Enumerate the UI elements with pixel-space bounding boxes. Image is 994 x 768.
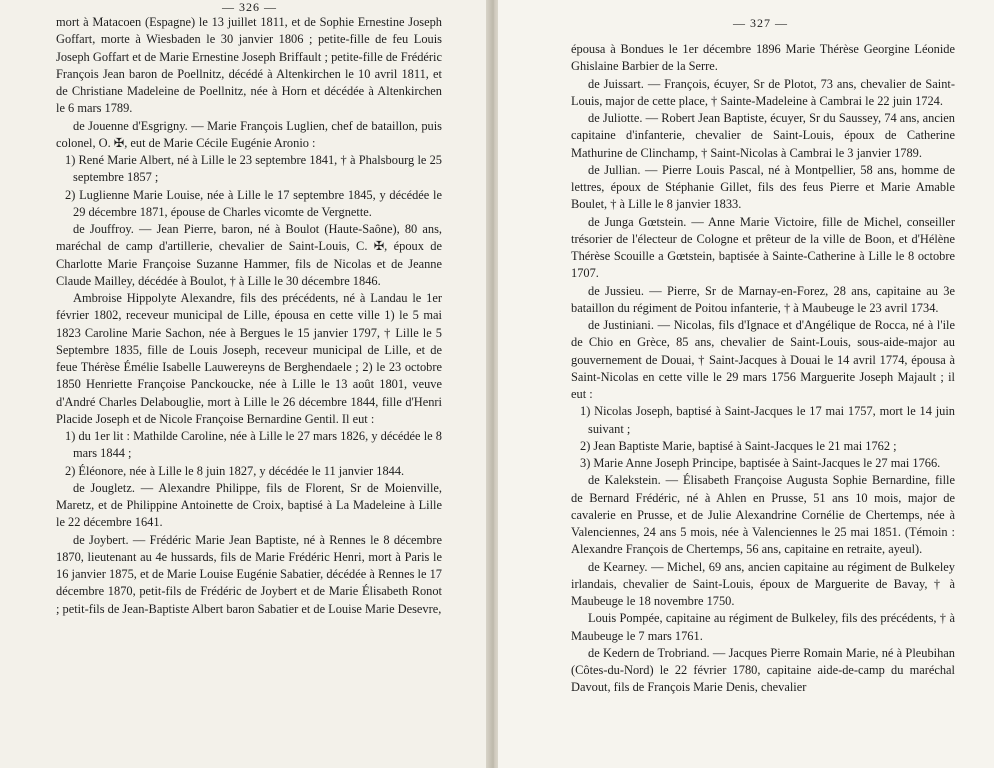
paragraph: épousa à Bondues le 1er décembre 1896 Marie Thérèse Georgine Léonide Ghislaine Barbier de la Serre. [571,42,955,74]
list-item: 2) Luglienne Marie Louise, née à Lille le 17 septembre 1845, y décédée le 29 décembre 1871, épouse de Charles vicomte de Vergnette. [65,187,442,219]
list-item: 1) René Marie Albert, né à Lille le 23 septembre 1841, † à Phalsbourg le 25 septembre 1857 ; [65,153,442,185]
entry-junga-goetstein: de Junga Gœtstein. — Anne Marie Victoire, fille de Michel, conseiller trésorier de l'électeur de Cologne et prêteur de la ville de Boon, et d'Hélène Thérèse Scouille a Gœtstein, baptisée à Sainte-Catherine à Lille le 8 octobre 1707. [571,214,955,281]
left-page [0,0,492,768]
list-item: 2) Jean Baptiste Marie, baptisé à Saint-Jacques le 21 mai 1762 ; [580,438,897,453]
paragraph: Ambroise Hippolyte Alexandre, fils des précédents, né à Landau le 1er février 1802, receveur municipal de Lille, épousa en cette ville 1) le 5 mai 1823 Caroline Marie Sachon, née à Bergues le 15 janvier 1797, † Lille le 5 Septembre 1835, fille de Louis Joseph, receveur municipal de Lille, et de feue Thérèse Émélie Isabelle Lauwereyns de Berghendaele ; 2) le 23 octobre 1850 Henriette Françoise Panckoucke, née à Lille le 13 août 1801, veuve d'André Charles Delabouglie, mort à Lille le 26 décembre 1844, fille d'Henri Placide Joseph et de Nicole Françoise Bernardine Gentil. Il eut : [56,291,442,426]
entry-joybert: de Joybert. — Frédéric Marie Jean Baptiste, né à Rennes le 8 décembre 1870, lieutenant au 4e hussards, fils de Marie Frédéric Henri, mort à Paris le 16 janvier 1875, et de Marie Louise Eugénie Sabatier, décédée à Rennes le 17 décembre 1870, petit-fils de Frédéric de Joybert et de Marie Élisabeth Ronot ; petit-fils de Jean-Baptiste Albert baron Sabatier et de Louise Marie Desevre, [56,532,442,616]
entry-kalekstein: de Kalekstein. — Élisabeth Françoise Augusta Sophie Bernardine, fille de Bernard Frédéric, né à Ahlen en Prusse, 51 ans 10 mois, major de cavalerie en Prusse, et de Julie Alexandrine Cornélie de Chertemps, née à Valenciennes, 24 ans 5 mois, née à Valenciennes le 25 mai 1851. (Témoin : Alexandre François de Chertemps, 56 ans, capitaine en retraite, ayeul). [571,473,955,557]
right-page-text [571,41,955,697]
paragraph: mort à Matacoen (Espagne) le 13 juillet 1811, et de Sophie Ernestine Joseph Goffart, morte à Wiesbaden le 30 janvier 1806 ; petite-fille de feu Louis Joseph Goffart et de Marie Ernestine Joseph Briffault ; petite-fille de Frédéric François Jean baron de Poellnitz, décédé à Altenkirchen le 10 avril 1811, et de Christiane Madeleine de Poellnitz, née à Horn et décédée à Altenkirchen le 6 mars 1789. [56,15,442,116]
right-page [498,0,994,768]
paragraph: Louis Pompée, capitaine au régiment de Bulkeley, fils des précédents, † à Maubeuge le 7 mars 1761. [571,611,955,643]
entry-kedern-de-trobriand: de Kedern de Trobriand. — Jacques Pierre Romain Marie, né à Pleubihan (Côtes-du-Nord) le 22 février 1780, capitaine aide-de-camp du maréchal Davout, fils de François Marie Denis, chevalier [571,645,955,695]
entry-juliotte: de Juliotte. — Robert Jean Baptiste, écuyer, Sr du Saussey, 74 ans, ancien capitaine d'infanterie, chevalier de Saint-Louis, époux de Catherine Mathurine de Clinchamp, † Saint-Nicolas à Cambrai le 3 janvier 1789. [571,111,955,160]
entry-jussieu: de Jussieu. — Pierre, Sr de Marnay-en-Forez, 28 ans, capitaine au 3e bataillon du régiment de Poitou infanterie, † à Maubeuge le 23 avril 1734. [571,283,955,315]
entry-kearney: de Kearney. — Michel, 69 ans, ancien capitaine au régiment de Bulkeley irlandais, chevalier de Saint-Louis, époux de Marguerite de Bavay, † à Maubeuge le 18 novembre 1750. [571,559,955,608]
left-page-text [56,14,442,618]
page-number-left: — 326 — [222,0,277,14]
entry-jouenne: de Jouenne d'Esgrigny. — Marie François Luglien, chef de bataillon, puis colonel, O. ✠, eut de Marie Cécile Eugénie Aronio : [56,118,442,150]
page-number-right: — 327 — [733,16,788,30]
entry-juissart: de Juissart. — François, écuyer, Sr de Plotot, 73 ans, chevalier de Saint-Louis, major de cette place, † Sainte-Madeleine à Cambrai le 22 juin 1724. [571,76,955,108]
list-item: 1) du 1er lit : Mathilde Caroline, née à Lille le 27 mars 1826, y décédée le 8 mars 1844 ; [65,429,442,461]
entry-jougletz: de Jougletz. — Alexandre Philippe, fils de Florent, Sr de Moienville, Maretz, et de Philippine Antoinette de Croix, baptisé à La Madeleine à Lille le 22 décembre 1641. [56,480,442,530]
entry-jullian: de Jullian. — Pierre Louis Pascal, né à Montpellier, 58 ans, homme de lettres, époux de Stéphanie Gillet, fils des feus Pierre et Marie Amable Boulet, † à Lille le 8 janvier 1833. [571,162,955,212]
entry-jouffroy: de Jouffroy. — Jean Pierre, baron, né à Boulot (Haute-Saône), 80 ans, maréchal de camp d'artillerie, chevalier de Saint-Louis, C. ✠, époux de Charlotte Marie Françoise Suzanne Hammer, fils de Nicolas et de Jeanne Claude Mailley, décédée à Boulot, † à Lille le 30 décembre 1846. [56,222,442,288]
list-item: 3) Marie Anne Joseph Principe, baptisée à Saint-Jacques le 27 mai 1766. [580,456,941,470]
entry-justiniani: de Justiniani. — Nicolas, fils d'Ignace et d'Angélique de Rocca, né à l'ile de Chio en Grèce, 85 ans, chevalier de Saint-Louis, sous-aide-major au gouvernement de Douai, † Saint-Jacques à Douai le 14 avril 1774, épousa à Saint-Nicolas en cette ville le 29 mars 1756 Marguerite Joseph Majault ; il eut : [571,318,955,401]
list-item: 1) Nicolas Joseph, baptisé à Saint-Jacques le 17 mai 1757, mort le 14 juin suivant ; [580,404,955,436]
list-item: 2) Éléonore, née à Lille le 8 juin 1827, y décédée le 11 janvier 1844. [65,463,405,478]
